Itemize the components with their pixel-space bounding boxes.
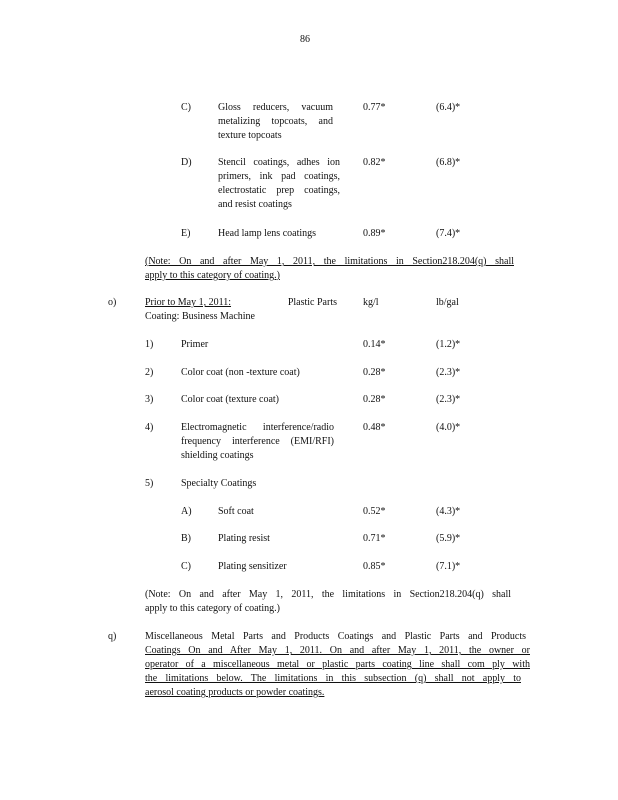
item-description-line: Specialty Coatings bbox=[181, 478, 257, 489]
lb-per-gallon-value: (7.4)* bbox=[436, 228, 461, 239]
unit-header-lb: lb/gal bbox=[436, 297, 459, 308]
kg-per-liter-value: 0.28* bbox=[363, 394, 386, 405]
section-label: o) bbox=[108, 297, 117, 308]
section-text-line: Miscellaneous Metal Parts and Products Coatings and Plastic Parts and Products bbox=[145, 631, 526, 642]
note-line: (Note: On and after May 1, 2011, the limitations in Section218.204(q) shall bbox=[145, 589, 511, 600]
lb-per-gallon-value: (4.0)* bbox=[436, 422, 461, 433]
item-label: 2) bbox=[145, 367, 154, 378]
kg-per-liter-value: 0.28* bbox=[363, 367, 386, 378]
item-label: C) bbox=[181, 102, 191, 113]
note-line: apply to this category of coating.) bbox=[145, 603, 280, 614]
item-label: 5) bbox=[145, 478, 154, 489]
item-description-line: Plating sensitizer bbox=[218, 561, 287, 572]
lb-per-gallon-value: (4.3)* bbox=[436, 506, 461, 517]
item-label: C) bbox=[181, 561, 191, 572]
lb-per-gallon-value: (5.9)* bbox=[436, 533, 461, 544]
lb-per-gallon-value: (6.8)* bbox=[436, 157, 461, 168]
lb-per-gallon-value: (7.1)* bbox=[436, 561, 461, 572]
kg-per-liter-value: 0.89* bbox=[363, 228, 386, 239]
note-line: (Note: On and after May 1, 2011, the limitations in Section218.204(q) shall bbox=[145, 256, 514, 267]
item-description-line: Head lamp lens coatings bbox=[218, 228, 317, 239]
item-description-line: Electromagnetic interference/radio bbox=[181, 422, 334, 433]
kg-per-liter-value: 0.14* bbox=[363, 339, 386, 350]
lb-per-gallon-value: (2.3)* bbox=[436, 367, 461, 378]
item-description-line: Soft coat bbox=[218, 506, 254, 517]
item-description-line: Color coat (non -texture coat) bbox=[181, 367, 300, 378]
item-description-line: electrostatic prep coatings, bbox=[218, 185, 340, 196]
section-label: q) bbox=[108, 631, 117, 642]
item-label: A) bbox=[181, 506, 192, 517]
section-text-line: operator of a miscellaneous metal or plastic parts coating line shall com ply with bbox=[145, 659, 530, 670]
kg-per-liter-value: 0.82* bbox=[363, 157, 386, 168]
item-description-line: and resist coatings bbox=[218, 199, 292, 210]
lb-per-gallon-value: (2.3)* bbox=[436, 394, 461, 405]
kg-per-liter-value: 0.52* bbox=[363, 506, 386, 517]
item-description-line: Primer bbox=[181, 339, 209, 350]
item-description-line: metalizing topcoats, and bbox=[218, 116, 333, 127]
item-description-line: frequency interference (EMI/RFI) bbox=[181, 436, 334, 447]
kg-per-liter-value: 0.85* bbox=[363, 561, 386, 572]
kg-per-liter-value: 0.77* bbox=[363, 102, 386, 113]
page-number: 86 bbox=[300, 34, 310, 45]
section-title-prefix: Prior to May 1, 2011: bbox=[145, 297, 232, 308]
unit-header-kg: kg/l bbox=[363, 297, 379, 308]
section-title-line bbox=[145, 296, 337, 310]
item-label: 4) bbox=[145, 422, 154, 433]
item-description-line: Color coat (texture coat) bbox=[181, 394, 280, 405]
section-text-line: Coatings On and After May 1, 2011. On and after May 1, 2011, the owner or bbox=[145, 645, 530, 656]
item-label: 3) bbox=[145, 394, 154, 405]
section-text-line: aerosol coating products or powder coatings. bbox=[145, 687, 325, 698]
item-description-line: primers, ink pad coatings, bbox=[218, 171, 340, 182]
item-label: B) bbox=[181, 533, 191, 544]
item-description-line: Plating resist bbox=[218, 533, 270, 544]
item-description-line: texture topcoats bbox=[218, 130, 282, 141]
item-description-line: shielding coatings bbox=[181, 450, 254, 461]
item-label: E) bbox=[181, 228, 191, 239]
kg-per-liter-value: 0.71* bbox=[363, 533, 386, 544]
item-description-line: Stencil coatings, adhes ion bbox=[218, 157, 340, 168]
section-text-line: the limitations below. The limitations in this subsection (q) shall not apply to bbox=[145, 673, 521, 684]
section-title-rest: Plastic Parts bbox=[287, 297, 337, 308]
note-line: apply to this category of coating.) bbox=[145, 270, 280, 281]
item-label: 1) bbox=[145, 339, 154, 350]
kg-per-liter-value: 0.48* bbox=[363, 422, 386, 433]
section-title-line: Coating: Business Machine bbox=[145, 311, 255, 322]
item-description-line: Gloss reducers, vacuum bbox=[218, 102, 333, 113]
lb-per-gallon-value: (1.2)* bbox=[436, 339, 461, 350]
lb-per-gallon-value: (6.4)* bbox=[436, 102, 461, 113]
item-label: D) bbox=[181, 157, 192, 168]
